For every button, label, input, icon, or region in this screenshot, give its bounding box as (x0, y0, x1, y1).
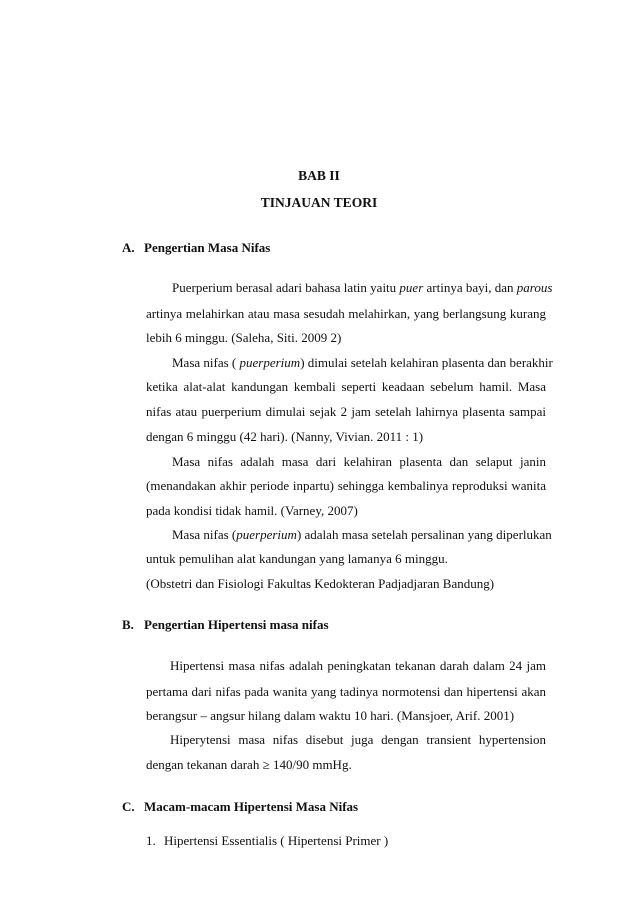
list-item-text: Hipertensi Essentialis ( Hipertensi Primer ) (164, 833, 389, 848)
section-b-p2-line2: dengan tekanan darah ≥ 140/90 mmHg. (146, 757, 352, 772)
section-a-p4-line3: (Obstetri dan Fisiologi Fakultas Kedokteran Padjadjaran Bandung) (146, 576, 495, 591)
text-run: Masa nifas ( (172, 527, 237, 542)
section-a-title: Pengertian Masa Nifas (144, 240, 271, 255)
section-c-heading (122, 799, 358, 815)
italic-term: parous (516, 280, 553, 295)
section-b-title: Pengertian Hipertensi masa nifas (144, 617, 329, 632)
section-a-p2-line1 (172, 355, 553, 371)
text-run: ) dimulai setelah kelahiran plasenta dan berakhir (300, 355, 553, 370)
italic-term: puerperium (236, 527, 297, 542)
list-item-number: 1. (146, 833, 156, 848)
section-a-heading (122, 240, 270, 256)
section-a-p2-line2: ketika alat-alat kandungan kembali seperti keadaan sebelum hamil. Masa (146, 379, 546, 394)
section-a-p2-line3: nifas atau puerperium dimulai sejak 2 jam setelah lahirnya plasenta sampai (146, 404, 546, 419)
section-a-p1-line1 (172, 280, 553, 296)
section-b-letter: B. (122, 617, 134, 632)
section-a-p1-line2: artinya melahirkan atau masa sesudah melahirkan, yang berlangsung kurang (146, 306, 546, 321)
section-b-p1-line1: Hipertensi masa nifas adalah peningkatan tekanan darah dalam 24 jam (170, 658, 546, 673)
section-b-p2-line1: Hiperytensi masa nifas disebut juga dengan transient hypertension (170, 732, 546, 747)
section-a-p1-line3: lebih 6 minggu. (Saleha, Siti. 2009 2) (146, 330, 342, 345)
section-a-p2-line4: dengan 6 minggu (42 hari). (Nanny, Vivian. 2011 : 1) (146, 429, 424, 444)
section-a-p4-line1 (172, 527, 552, 543)
section-a-p4-line2: untuk pemulihan alat kandungan yang lamanya 6 minggu. (146, 551, 448, 566)
italic-term: puerperium (239, 355, 301, 370)
section-b-heading (122, 617, 329, 633)
italic-term: puer (399, 280, 424, 295)
chapter-number: BAB II (298, 168, 340, 183)
chapter-title: TINJAUAN TEORI (260, 195, 378, 210)
section-a-p3-line1: Masa nifas adalah masa dari kelahiran plasenta dan selaput janin (172, 454, 546, 469)
list-item (146, 833, 388, 849)
section-c-title: Macam-macam Hipertensi Masa Nifas (144, 799, 359, 814)
section-c-letter: C. (122, 799, 135, 814)
section-a-letter: A. (122, 240, 135, 255)
section-a-p3-line2: (menandakan akhir periode inpartu) sehingga kembalinya reproduksi wanita (146, 478, 546, 493)
section-b-p1-line3: berangsur – angsur hilang dalam waktu 10 hari. (Mansjoer, Arif. 2001) (146, 708, 515, 723)
section-a-p3-line3: pada kondisi tidak hamil. (Varney, 2007) (146, 503, 358, 518)
text-run: Puerperium berasal adari bahasa latin yaitu (172, 280, 400, 295)
text-run: artinya bayi, dan (423, 280, 517, 295)
section-b-p1-line2: pertama dari nifas pada wanita yang tadinya normotensi dan hipertensi akan (146, 684, 546, 699)
text-run: ) adalah masa setelah persalinan yang diperlukan (296, 527, 552, 542)
text-run: Masa nifas ( (172, 355, 240, 370)
